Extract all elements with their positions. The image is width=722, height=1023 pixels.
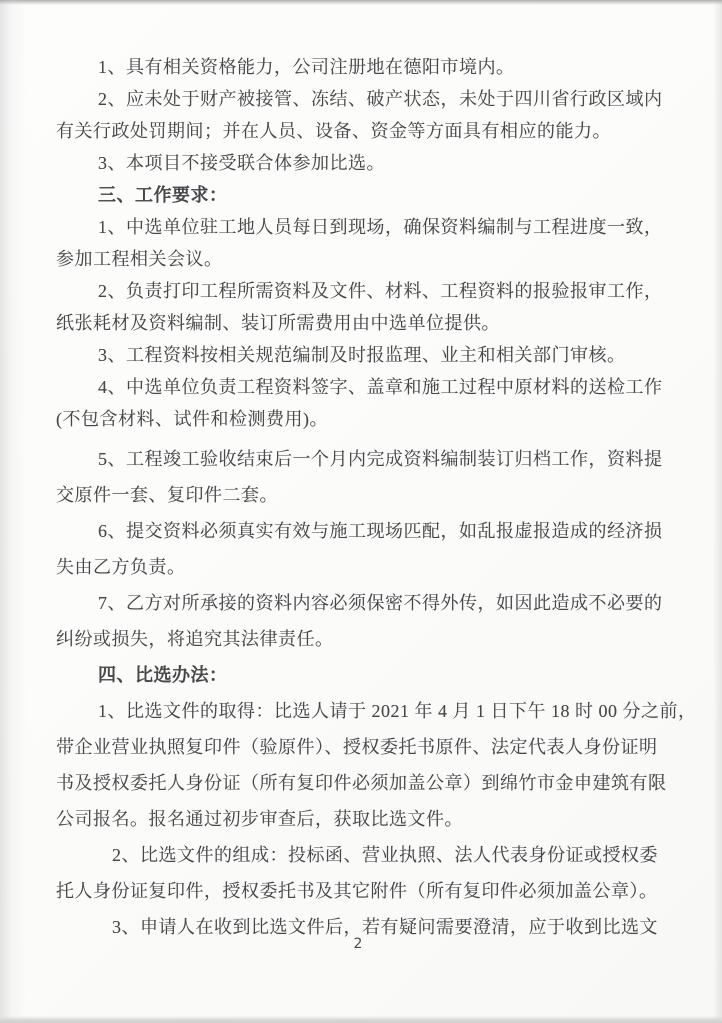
text-line: 参加工程相关会议。 bbox=[56, 249, 223, 269]
scan-edge-top bbox=[0, 0, 722, 5]
text-line: 书及授权委托人身份证（所有复印件必须加盖公章）到绵竹市金申建筑有限 bbox=[56, 773, 667, 793]
text-line: 2、应未处于财产被接管、冻结、破产状态，未处于四川省行政区域内 bbox=[98, 89, 663, 109]
text-line: 带企业营业执照复印件（验原件）、授权委托书原件、法定代表人身份证明 bbox=[56, 737, 658, 757]
text-line: 2、比选文件的组成：投标函、营业执照、法人代表身份证或授权委 bbox=[112, 845, 658, 865]
text-line: 5、工程竣工验收结束后一个月内完成资料编制装订归档工作，资料提 bbox=[98, 449, 663, 469]
text-line: (不包含材料、试件和检测费用)。 bbox=[56, 409, 328, 429]
text-line: 失由乙方负责。 bbox=[56, 557, 186, 577]
text-line: 纸张耗材及资料编制、装订所需费用由中选单位提供。 bbox=[56, 313, 500, 333]
text-line: 6、提交资料必须真实有效与施工现场匹配，如乱报虚报造成的经济损 bbox=[98, 521, 663, 541]
text-line: 公司报名。报名通过初步审查后，获取比选文件。 bbox=[56, 809, 463, 829]
scan-edge-left bbox=[0, 0, 26, 1023]
text-line: 3、工程资料按相关规范编制及时报监理、业主和相关部门审核。 bbox=[98, 345, 626, 365]
text-line: 三、工作要求： bbox=[98, 185, 228, 205]
text-line: 托人身份证复印件，授权委托书及其它附件（所有复印件必须加盖公章）。 bbox=[56, 881, 658, 901]
text-line: 3、申请人在收到比选文件后，若有疑问需要澄清，应于收到比选文 bbox=[112, 917, 658, 937]
text-line: 交原件一套、复印件二套。 bbox=[56, 485, 278, 505]
text-line: 7、乙方对所承接的资料内容必须保密不得外传，如因此造成不必要的 bbox=[98, 593, 663, 613]
document-body bbox=[56, 51, 697, 945]
page-number: 2 bbox=[353, 936, 363, 952]
text-line: 纠纷或损失，将追究其法律责任。 bbox=[56, 629, 334, 649]
text-line: 1、具有相关资格能力，公司注册地在德阳市境内。 bbox=[98, 57, 515, 77]
scan-edge-right bbox=[713, 0, 722, 1023]
text-line: 2、负责打印工程所需资料及文件、材料、工程资料的报验报审工作， bbox=[98, 281, 663, 301]
text-line: 四、比选办法： bbox=[98, 665, 228, 685]
text-line: 1、比选文件的取得：比选人请于 2021 年 4 月 1 日下午 18 时 00 分之前， bbox=[98, 701, 697, 721]
text-line: 3、本项目不接受联合体参加比选。 bbox=[98, 153, 385, 173]
text-line: 4、中选单位负责工程资料签字、盖章和施工过程中原材料的送检工作 bbox=[98, 377, 663, 397]
text-line: 1、中选单位驻工地人员每日到现场，确保资料编制与工程进度一致， bbox=[98, 217, 663, 237]
scan-edge-bottom bbox=[0, 1016, 722, 1023]
text-line: 有关行政处罚期间；并在人员、设备、资金等方面具有相应的能力。 bbox=[56, 121, 611, 141]
